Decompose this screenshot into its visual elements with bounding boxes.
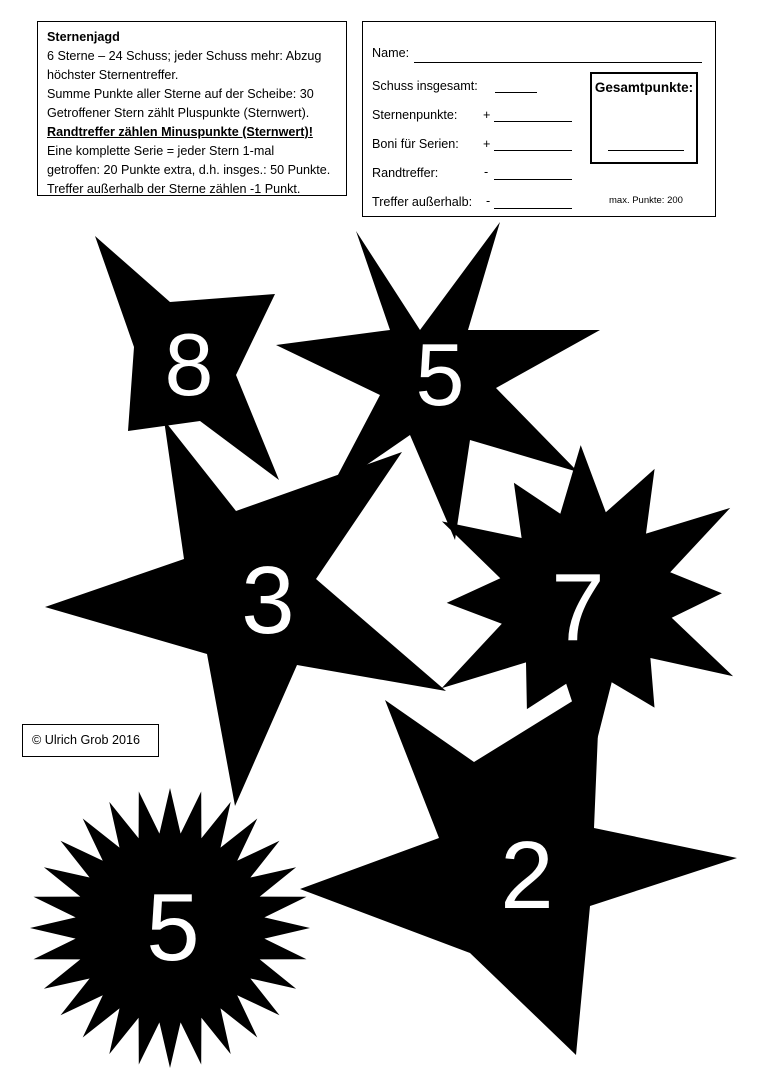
star-value: 8: [164, 315, 214, 414]
star-target[interactable]: [300, 684, 737, 1055]
rules-line: Eine komplette Serie = jeder Stern 1-mal: [47, 144, 275, 158]
max-points-note: max. Punkte: 200: [609, 195, 683, 206]
edge-hits-label: Randtreffer:: [372, 166, 439, 180]
star-value: 5: [415, 325, 465, 424]
rules-line: getroffen: 20 Punkte extra, d.h. insges.: 50 Punkte.: [47, 163, 331, 177]
rules-line-emphasis: Randtreffer zählen Minuspunkte (Sternwert)!: [47, 125, 313, 139]
total-points-title: Gesamtpunkte:: [594, 80, 694, 95]
copyright-note: © Ulrich Grob 2016: [22, 724, 159, 757]
rules-line: Summe Punkte aller Sterne auf der Scheibe: 30: [47, 87, 314, 101]
rules-line: Treffer außerhalb der Sterne zählen -1 Punkt.: [47, 182, 301, 196]
star-value: 5: [146, 874, 200, 981]
rules-title: Sternenjagd: [47, 30, 120, 44]
star-points-label: Sternenpunkte:: [372, 108, 458, 122]
rules-line: 6 Sterne – 24 Schuss; jeder Schuss mehr: Abzug: [47, 49, 322, 63]
outside-label: Treffer außerhalb:: [372, 195, 473, 209]
plus-sign: +: [483, 108, 491, 122]
star-value: 7: [551, 554, 605, 661]
minus-sign: -: [484, 165, 489, 179]
plus-sign: +: [483, 137, 491, 151]
rules-line: Getroffener Stern zählt Pluspunkte (Sternwert).: [47, 106, 310, 120]
shots-label: Schuss insgesamt:: [372, 79, 478, 93]
rules-line: höchster Sternentreffer.: [47, 68, 179, 82]
bonus-label: Boni für Serien:: [372, 137, 459, 151]
name-label: Name:: [372, 46, 410, 60]
minus-sign: -: [486, 194, 491, 208]
star-target[interactable]: [30, 788, 310, 1068]
star-value: 3: [241, 547, 295, 654]
star-target[interactable]: [95, 236, 279, 480]
star-value: 2: [500, 822, 554, 929]
